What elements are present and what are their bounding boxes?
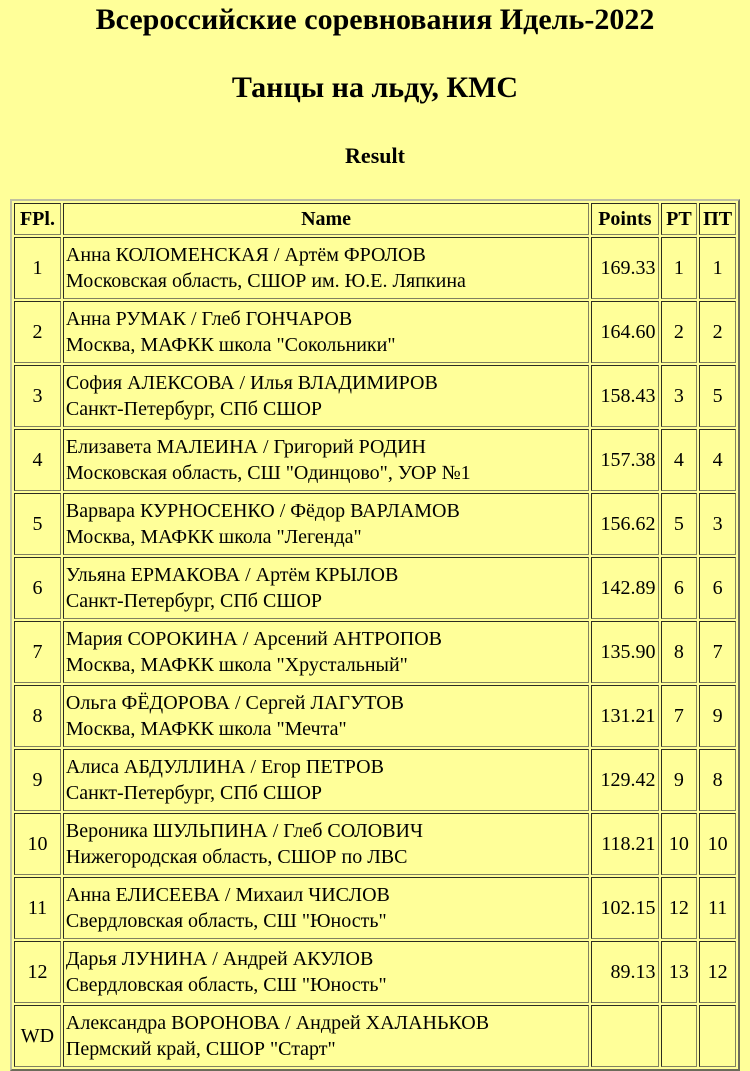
table-row (14, 237, 736, 299)
pt2-rank-cell: 3 (699, 493, 736, 555)
column-header-points: Points (591, 203, 658, 235)
pt-rank-cell: 6 (661, 557, 698, 619)
table-row (14, 813, 736, 875)
pt-rank-cell: 8 (661, 621, 698, 683)
place-cell: 10 (14, 813, 61, 875)
pt2-rank-cell: 2 (699, 301, 736, 363)
club-name: Москва, МАФКК школа "Хрустальный" (65, 654, 408, 676)
column-header-pt: PT (661, 203, 698, 235)
name-cell (63, 749, 589, 811)
column-header-place: FPl. (14, 203, 61, 235)
table-row (14, 301, 736, 363)
pt2-rank-cell: 9 (699, 685, 736, 747)
place-cell: WD (14, 1005, 61, 1067)
name-cell (63, 621, 589, 683)
name-cell (63, 301, 589, 363)
place-cell: 7 (14, 621, 61, 683)
table-row (14, 365, 736, 427)
pair-names: Ульяна ЕРМАКОВА / Артём КРЫЛОВ (65, 564, 399, 586)
points-cell: 129.42 (591, 749, 658, 811)
table-row (14, 621, 736, 683)
name-cell (63, 685, 589, 747)
pair-names: Дарья ЛУНИНА / Андрей АКУЛОВ (65, 948, 374, 970)
pt-rank-cell: 2 (661, 301, 698, 363)
club-name: Москва, МАФКК школа "Мечта" (65, 718, 347, 740)
table-row (14, 1005, 736, 1067)
club-name: Санкт-Петербург, СПб СШОР (65, 782, 323, 804)
pair-names: София АЛЕКСОВА / Илья ВЛАДИМИРОВ (65, 372, 438, 394)
table-row (14, 941, 736, 1003)
club-name: Свердловская область, СШ "Юность" (65, 974, 387, 996)
pt2-rank-cell: 6 (699, 557, 736, 619)
pt-rank-cell: 5 (661, 493, 698, 555)
name-cell (63, 877, 589, 939)
points-cell: 169.33 (591, 237, 658, 299)
page-title: Всероссийские соревнования Идель-2022 (95, 3, 655, 36)
table-row (14, 429, 736, 491)
table-row (14, 493, 736, 555)
club-name: Нижегородская область, СШОР по ЛВС (65, 846, 408, 868)
club-name: Московская область, СШОР им. Ю.Е. Ляпкина (65, 270, 466, 292)
pt-rank-cell: 9 (661, 749, 698, 811)
pt-rank-cell: 3 (661, 365, 698, 427)
pt-rank-cell: 10 (661, 813, 698, 875)
place-cell: 2 (14, 301, 61, 363)
pair-names: Мария СОРОКИНА / Арсений АНТРОПОВ (65, 628, 442, 650)
place-cell: 8 (14, 685, 61, 747)
pt2-rank-cell: 4 (699, 429, 736, 491)
points-cell: 131.21 (591, 685, 658, 747)
club-name: Санкт-Петербург, СПб СШОР (65, 398, 323, 420)
pt-rank-cell: 1 (661, 237, 698, 299)
pt-rank-cell: 7 (661, 685, 698, 747)
pt2-rank-cell: 12 (699, 941, 736, 1003)
name-cell (63, 941, 589, 1003)
pair-names: Елизавета МАЛЕИНА / Григорий РОДИН (65, 436, 427, 458)
pair-names: Алиса АБДУЛЛИНА / Егор ПЕТРОВ (65, 756, 384, 778)
points-cell (591, 1005, 658, 1067)
pt2-rank-cell: 7 (699, 621, 736, 683)
points-cell: 156.62 (591, 493, 658, 555)
name-cell (63, 813, 589, 875)
place-cell: 4 (14, 429, 61, 491)
club-name: Пермский край, СШОР "Старт" (65, 1038, 336, 1060)
club-name: Московская область, СШ "Одинцово", УОР №1 (65, 462, 471, 484)
points-cell: 135.90 (591, 621, 658, 683)
place-cell: 11 (14, 877, 61, 939)
name-cell (63, 365, 589, 427)
place-cell: 6 (14, 557, 61, 619)
results-table (10, 199, 740, 1071)
table-row (14, 685, 736, 747)
place-cell: 1 (14, 237, 61, 299)
table-row (14, 749, 736, 811)
table-body (14, 237, 736, 1067)
table-row (14, 557, 736, 619)
pt2-rank-cell: 10 (699, 813, 736, 875)
pt-rank-cell: 13 (661, 941, 698, 1003)
pt2-rank-cell: 8 (699, 749, 736, 811)
points-cell: 102.15 (591, 877, 658, 939)
club-name: Москва, МАФКК школа "Легенда" (65, 526, 362, 548)
points-cell: 158.43 (591, 365, 658, 427)
column-header-pt2: ПТ (699, 203, 736, 235)
pair-names: Ольга ФЁДОРОВА / Сергей ЛАГУТОВ (65, 692, 404, 714)
points-cell: 164.60 (591, 301, 658, 363)
pt2-rank-cell: 5 (699, 365, 736, 427)
event-title: Танцы на льду, КМС (231, 71, 519, 104)
pair-names: Анна РУМАК / Глеб ГОНЧАРОВ (65, 308, 353, 330)
place-cell: 12 (14, 941, 61, 1003)
points-cell: 118.21 (591, 813, 658, 875)
name-cell (63, 493, 589, 555)
name-cell (63, 429, 589, 491)
pt-rank-cell (661, 1005, 698, 1067)
points-cell: 142.89 (591, 557, 658, 619)
place-cell: 3 (14, 365, 61, 427)
name-cell (63, 557, 589, 619)
pt-rank-cell: 4 (661, 429, 698, 491)
points-cell: 89.13 (591, 941, 658, 1003)
pair-names: Анна КОЛОМЕНСКАЯ / Артём ФРОЛОВ (65, 244, 426, 266)
pair-names: Анна ЕЛИСЕЕВА / Михаил ЧИСЛОВ (65, 884, 390, 906)
place-cell: 9 (14, 749, 61, 811)
pt-rank-cell: 12 (661, 877, 698, 939)
name-cell (63, 1005, 589, 1067)
pair-names: Вероника ШУЛЬПИНА / Глеб СОЛОВИЧ (65, 820, 423, 842)
pt2-rank-cell: 11 (699, 877, 736, 939)
points-cell: 157.38 (591, 429, 658, 491)
pt2-rank-cell (699, 1005, 736, 1067)
club-name: Москва, МАФКК школа "Сокольники" (65, 334, 396, 356)
result-subtitle: Result (345, 143, 405, 168)
club-name: Свердловская область, СШ "Юность" (65, 910, 387, 932)
pt2-rank-cell: 1 (699, 237, 736, 299)
name-cell (63, 237, 589, 299)
table-header-row (14, 203, 736, 235)
pair-names: Варвара КУРНОСЕНКО / Фёдор ВАРЛАМОВ (65, 500, 460, 522)
pair-names: Александра ВОРОНОВА / Андрей ХАЛАНЬКОВ (65, 1012, 490, 1034)
column-header-name: Name (63, 203, 589, 235)
table-row (14, 877, 736, 939)
club-name: Санкт-Петербург, СПб СШОР (65, 590, 323, 612)
place-cell: 5 (14, 493, 61, 555)
